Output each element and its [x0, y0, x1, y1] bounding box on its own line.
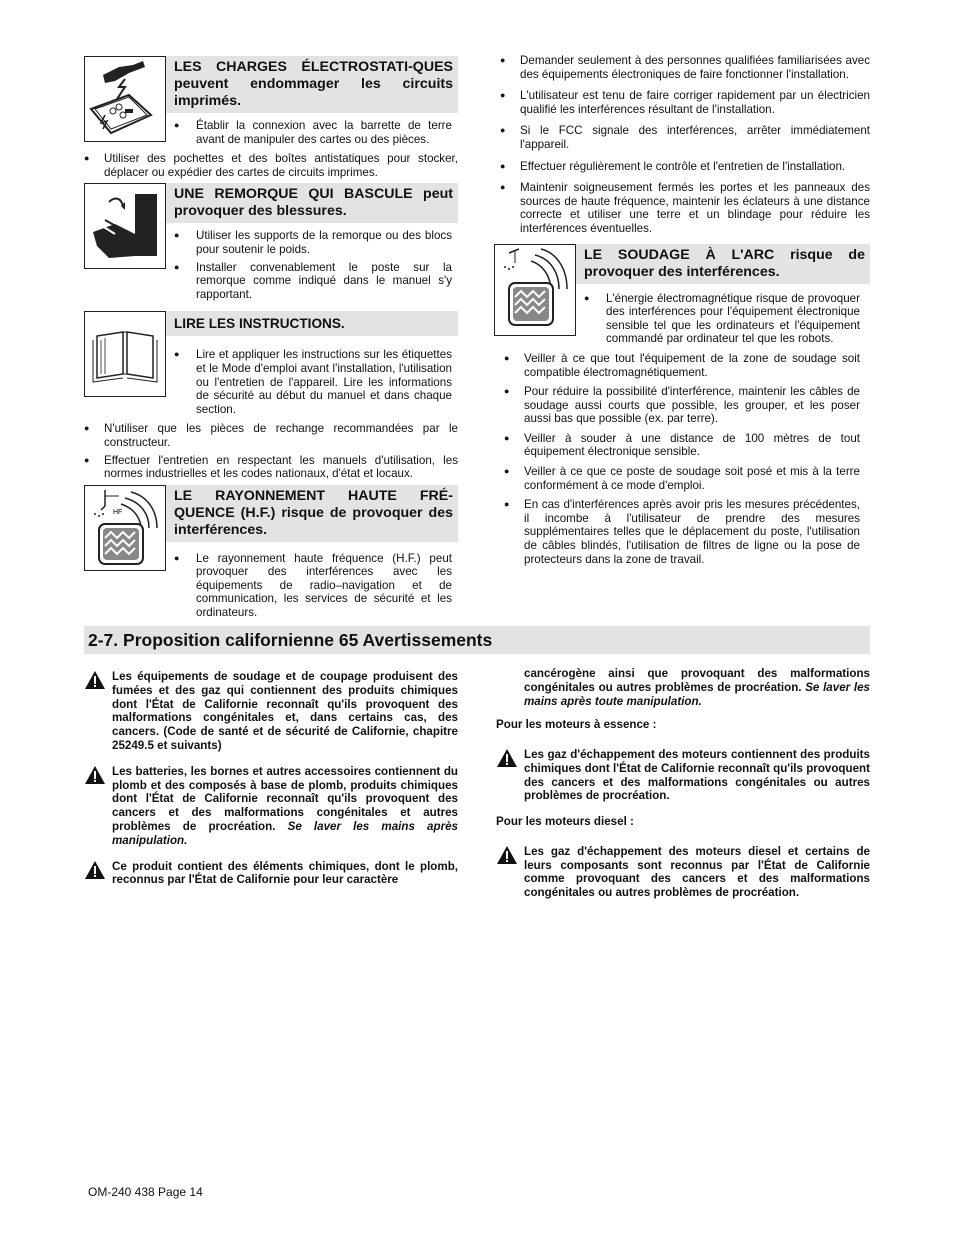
- list-item: ● Pour réduire la possibilité d'interférence, maintenir les câbles de soudage aussi courts que possible, les grouper, et les poser aussi bas que possible (ex. par terre).: [504, 385, 860, 426]
- hazard-electrostatic: [84, 56, 458, 150]
- list-item: ● Installer convenablement le poste sur la remorque comme indiqué dans le manuel s'y rapportant.: [174, 261, 452, 302]
- hazard-arc-list: [576, 284, 870, 346]
- warning-text: [524, 667, 870, 708]
- hazard-read-list: [166, 336, 458, 416]
- hazard-trailer-list: [166, 223, 458, 301]
- hf-continued-list: [494, 54, 870, 236]
- prop65-left-column: [84, 670, 458, 899]
- warning-continued: [496, 667, 870, 708]
- list-item: ● Si le FCC signale des interférences, arrêter immédiatement l'appareil.: [500, 124, 870, 151]
- list-item: ● Veiller à ce que ce poste de soudage soit posé et mis à la terre conformément à ce mode d'emploi.: [504, 465, 860, 492]
- warning-triangle-icon: [496, 845, 524, 900]
- electrostatic-extra-list: [84, 152, 458, 179]
- warning-block: [84, 765, 458, 848]
- left-column: [84, 56, 458, 630]
- warning-text: [112, 765, 458, 848]
- list-item: ● N'utiliser que les pièces de rechange recommandées par le constructeur.: [84, 422, 458, 449]
- hazard-read-instructions: [84, 311, 458, 420]
- list-item: ● Veiller à souder à une distance de 100 mètres de tout équipement électronique sensible.: [504, 432, 860, 459]
- essence-label: Pour les moteurs à essence :: [496, 718, 657, 732]
- warning-block: [84, 670, 458, 753]
- list-item: ● Effectuer régulièrement le contrôle et l'entretien de l'installation.: [500, 160, 870, 174]
- page-footer: OM-240 438 Page 14: [88, 1185, 203, 1199]
- list-item: ● Utiliser des pochettes et des boîtes antistatiques pour stocker, déplacer ou expédier des cartes de circuits imprimes.: [84, 152, 458, 179]
- hazard-trailer: [84, 183, 458, 305]
- hazard-arc-title: LE SOUDAGE À L'ARC risque de provoquer des interférences.: [576, 244, 870, 284]
- warning-main-text: cancérogène ainsi que provoquant des malformations congénitales ou autres problèmes de procréation.: [524, 667, 870, 694]
- hf-label: HF: [113, 508, 123, 516]
- list-item: ● Effectuer l'entretien en respectant les manuels d'utilisation, les normes industrielles et les codes nationaux, d'état et locaux.: [84, 454, 458, 481]
- warning-text: Ce produit contient des éléments chimiques, dont le plomb, reconnus par l'État de Californie pour leur caractère: [112, 859, 458, 887]
- warning-italic-text: Se laver les mains après toute manipulation.: [524, 680, 870, 708]
- list-item: ● Utiliser les supports de la remorque ou des blocs pour soutenir le poids.: [174, 229, 452, 256]
- list-item: ● Maintenir soigneusement fermés les portes et les panneaux des sources de haute fréquence, maintenir les éclateurs à une distance correcte et utiliser une terre et un blindage pour réduire les interférences éventuelles.: [500, 181, 870, 235]
- arc-extra-list: [494, 352, 870, 566]
- right-column: [494, 54, 870, 572]
- list-item: ● Établir la connexion avec la barrette de terre avant de manipuler des cartes ou des pièces.: [174, 119, 452, 146]
- list-item: ● L'énergie électromagnétique risque de provoquer des interférences pour l'équipement électronique sensible tel que les ordinateurs et l'équipement commandé par ordinateur tel que les robots.: [584, 292, 860, 346]
- warning-triangle-icon: [496, 748, 524, 803]
- open-book-icon: [84, 311, 166, 397]
- warning-block: [496, 845, 870, 900]
- tipping-trailer-icon: [84, 183, 166, 269]
- warning-block: [496, 748, 870, 803]
- hazard-trailer-title: UNE REMORQUE QUI BASCULE peut provoquer des blessures.: [166, 183, 458, 223]
- hazard-electrostatic-list: [166, 113, 458, 146]
- arc-interference-icon: [494, 244, 576, 336]
- hazard-hf-title: LE RAYONNEMENT HAUTE FRÉ-QUENCE (H.F.) risque de provoquer des interférences.: [166, 485, 458, 542]
- hf-radiation-icon: [84, 485, 166, 571]
- list-item: ● L'utilisateur est tenu de faire corriger rapidement par un électricien qualifié les interférences résultant de l'installation.: [500, 89, 870, 116]
- list-item: ● Demander seulement à des personnes qualifiées familiarisées avec des équipements électroniques de faire fonctionner l'installation.: [500, 54, 870, 81]
- warning-italic-text: Se laver les mains après manipulation.: [112, 819, 458, 847]
- read-extra-list: [84, 422, 458, 480]
- list-item: ● Lire et appliquer les instructions sur les étiquettes et le Mode d'emploi avant l'installation, l'utilisation ou l'entretien de l'appareil. Lire les informations de sécurité au début du manuel et dans chaque section.: [174, 348, 452, 416]
- prop65-right-column: [496, 667, 870, 912]
- warning-triangle-icon: [84, 670, 112, 753]
- list-item: ● En cas d'interférences après avoir pris les mesures précédentes, il incombe à l'utilisateur de prendre des mesures supplémentaires telles que le déplacement du poste, l'utilisation de câbles blindés, l'utilisation de filtres de ligne ou la pose de protecteurs dans la zone de travail.: [504, 498, 860, 566]
- warning-text: Les équipements de soudage et de coupage produisent des fumées et des gaz qui contiennent des produits chimiques dont l'État de Californie reconnaît qu'ils provoquent des malformations congénitales et, dans certains cas, des cancers. (Code de santé et de sécurité de Californie, chapitre 25249.5 et suivants): [112, 670, 458, 752]
- warning-text: Les gaz d'échappement des moteurs contiennent des produits chimiques dont l'État de Californie reconnaît qu'ils provoquent des cancers et des malformations congénitales ou autres problèmes de procréation.: [524, 747, 870, 803]
- warning-triangle-icon: [84, 765, 112, 848]
- warning-main-text: Les batteries, les bornes et autres accessoires contiennent du plomb et des composés à base de plomb, produits chimiques dont l'État de Californie reconnaît qu'ils provoquent des cancers et des malformations congénitales et autres problèmes de procréation.: [112, 764, 458, 833]
- warning-text: Les gaz d'échappement des moteurs diesel et certains de leurs composants sont reconnus par l'État de Californie comme provoquant des cancers et des malformations congénitales ou autres problèmes de procréation.: [524, 844, 870, 900]
- hazard-hf-radiation: [84, 485, 458, 624]
- warning-triangle-icon: [84, 860, 112, 888]
- hazard-hf-list: [166, 542, 458, 620]
- list-item: ● Veiller à ce que tout l'équipement de la zone de soudage soit compatible électromagnétiquement.: [504, 352, 860, 379]
- warning-block: [84, 860, 458, 888]
- hazard-electrostatic-title: LES CHARGES ÉLECTROSTATI-QUES peuvent endommager les circuits imprimés.: [166, 56, 458, 113]
- hazard-arc-interference: [494, 244, 870, 350]
- section-title: 2-7. Proposition californienne 65 Avertissements: [84, 626, 870, 654]
- diesel-label: Pour les moteurs diesel :: [496, 815, 634, 829]
- list-item: ● Le rayonnement haute fréquence (H.F.) peut provoquer des interférences avec les équipements de radio–navigation et de communication, les services de sécurité et les ordinateurs.: [174, 552, 452, 620]
- electrostatic-icon: [84, 56, 166, 142]
- hazard-read-title: LIRE LES INSTRUCTIONS.: [166, 311, 458, 336]
